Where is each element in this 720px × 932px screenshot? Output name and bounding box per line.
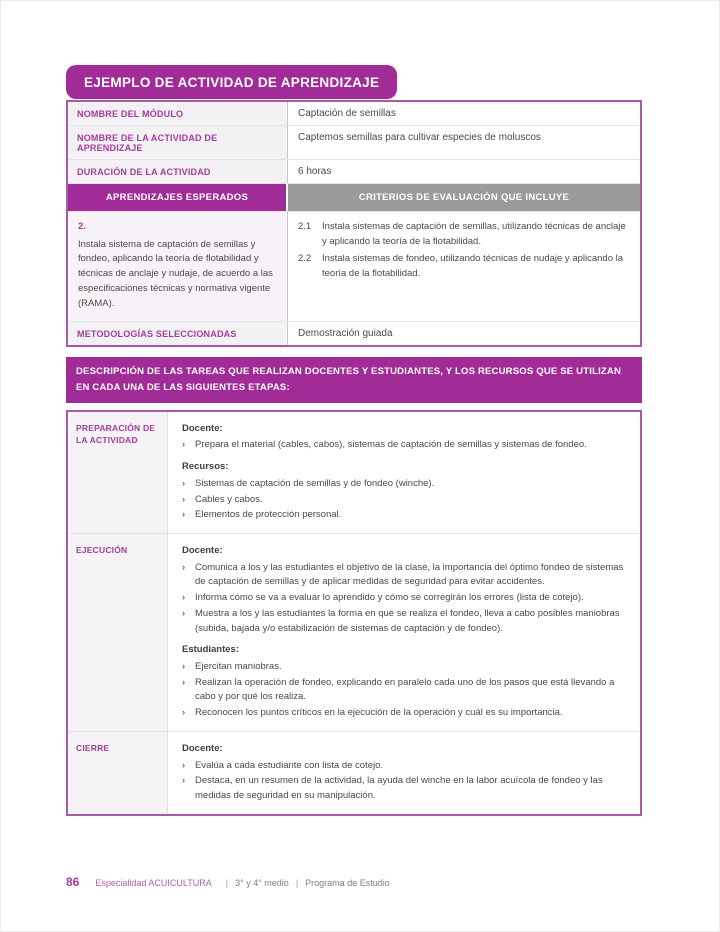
- list-item: [182, 759, 626, 774]
- module-name-value: Captación de semillas: [298, 108, 396, 119]
- group-heading: Docente:: [182, 742, 223, 754]
- list-item: [182, 561, 626, 590]
- chevron-bullet-icon: ›: [182, 775, 186, 787]
- table-header-row: [68, 183, 640, 211]
- stage-label: EJECUCIÓN: [68, 534, 168, 731]
- footer-separator: |: [225, 878, 229, 888]
- list-item: [182, 676, 626, 705]
- list-item-text: Muestra a los y las estudiantes la forma en que se realiza el fondeo, lleva a cabo posibles maniobras (subida, bajada y/o estabilización de sistemas de captación y de fondeo).: [195, 607, 620, 634]
- list-item: [182, 477, 626, 492]
- list-item: [182, 591, 626, 606]
- stage-content: [168, 534, 640, 731]
- criterion-item: [298, 220, 630, 249]
- chevron-bullet-icon: ›: [182, 561, 186, 573]
- list-item: [182, 706, 626, 721]
- criterion-number: 2.1: [298, 221, 312, 232]
- activity-name-label: NOMBRE DE LA ACTIVIDAD DE APRENDIZAJE: [68, 126, 288, 159]
- footer-grade: 3° y 4° medio: [235, 878, 289, 888]
- module-name-label: NOMBRE DEL MÓDULO: [68, 102, 288, 125]
- list-item-text: Comunica a los y las estudiantes el objetivo de la clase, la importancia del óptimo fondeo de sistemas de captación de semillas y de aplicar medidas de seguridad para evitar accidentes.: [195, 561, 624, 588]
- criterion-item: [298, 252, 630, 281]
- chevron-bullet-icon: ›: [182, 439, 186, 451]
- table-row: [68, 211, 640, 321]
- expected-learning-text: Instala sistema de captación de semillas y fondeo, aplicando la teoría de flotabilidad y técnicas de anclaje y nudaje, de acuerdo a las especificaciones técnicas y normativa vigente (RAMA).: [78, 238, 273, 309]
- list-item-text: Informa cómo se va a evaluar lo aprendido y cómo se corregirán los errores (lista de cotejo).: [195, 592, 584, 604]
- list-item-text: Destaca, en un resumen de la actividad, la ayuda del winche en la labor acuícola de fondeo y las medidas de seguridad en su manipulación.: [195, 775, 603, 802]
- table-row: [68, 321, 640, 345]
- list-item: [182, 660, 626, 675]
- stage-label: CIERRE: [68, 732, 168, 814]
- table-row: [68, 125, 640, 159]
- duration-value: 6 horas: [298, 166, 332, 177]
- chevron-bullet-icon: ›: [182, 661, 186, 673]
- list-item-text: Ejercitan maniobras.: [195, 661, 282, 673]
- stage-label: PREPARACIÓN DE LA ACTIVIDAD: [68, 412, 168, 533]
- table-row: [68, 159, 640, 183]
- footer-specialty: Especialidad ACUICULTURA: [95, 878, 212, 888]
- evaluation-criteria-header: CRITERIOS DE EVALUACIÓN QUE INCLUYE: [288, 184, 640, 211]
- list-item: [182, 607, 626, 636]
- group-heading: Docente:: [182, 545, 223, 556]
- expected-learning-header: APRENDIZAJES ESPERADOS: [68, 184, 288, 211]
- stage-content: [168, 732, 640, 814]
- evaluation-criteria-cell: [288, 212, 640, 321]
- list-item-text: Elementos de protección personal.: [195, 509, 342, 521]
- list-item: [182, 774, 626, 803]
- list-item: [182, 438, 626, 453]
- criterion-number: 2.2: [298, 253, 312, 265]
- chevron-bullet-icon: ›: [182, 759, 186, 771]
- expected-learning-number: 2.: [78, 221, 86, 232]
- page-title: EJEMPLO DE ACTIVIDAD DE APRENDIZAJE: [66, 65, 397, 99]
- list-item: [182, 508, 626, 523]
- methodologies-label: METODOLOGÍAS SELECCIONADAS: [68, 322, 288, 345]
- footer-program: Programa de Estudio: [305, 878, 390, 888]
- table-row: [68, 102, 640, 125]
- list-item-text: Reconocen los puntos críticos en la ejecución de la operación y cuál es su importancia.: [195, 707, 563, 719]
- page-number: 86: [66, 875, 80, 889]
- criterion-text: Instala sistemas de captación de semillas, utilizando técnicas de anclaje y aplicando la teoría de la flotabilidad.: [322, 221, 626, 247]
- group-heading: Docente:: [182, 422, 223, 434]
- chevron-bullet-icon: ›: [182, 509, 186, 521]
- expected-learning-cell: [68, 212, 288, 321]
- description-banner: DESCRIPCIÓN DE LAS TAREAS QUE REALIZAN DOCENTES Y ESTUDIANTES, Y LOS RECURSOS QUE SE UTILIZAN EN CADA UNA DE LAS SIGUIENTES ETAPAS:: [66, 357, 642, 402]
- chevron-bullet-icon: ›: [182, 477, 186, 489]
- list-item-text: Sistemas de captación de semillas y de fondeo (winche).: [195, 477, 435, 489]
- duration-label: DURACIÓN DE LA ACTIVIDAD: [68, 160, 288, 183]
- chevron-bullet-icon: ›: [182, 607, 186, 619]
- activity-name-value: Captemos semillas para cultivar especies de moluscos: [298, 132, 541, 143]
- group-heading: Recursos:: [182, 461, 229, 473]
- stage-content: [168, 412, 640, 533]
- group-heading: Estudiantes:: [182, 644, 240, 656]
- page-content: [66, 65, 642, 816]
- list-item-text: Prepara el material (cables, cabos), sistemas de captación de semillas y sistemas de fondeo.: [195, 439, 587, 451]
- footer-separator: |: [295, 878, 299, 888]
- stage-row-preparacion: [68, 412, 640, 533]
- page-footer: [66, 875, 390, 889]
- list-item-text: Realizan la operación de fondeo, explicando en paralelo cada uno de los pasos que está llevando a cabo y por qué los realiza.: [195, 676, 615, 703]
- stage-row-ejecucion: [68, 533, 640, 731]
- stages-table: [66, 410, 642, 816]
- chevron-bullet-icon: ›: [182, 707, 186, 719]
- methodologies-value: Demostración guiada: [298, 328, 393, 340]
- list-item-text: Evalúa a cada estudiante con lista de cotejo.: [195, 759, 384, 771]
- chevron-bullet-icon: ›: [182, 493, 186, 505]
- list-item-text: Cables y cabos.: [195, 493, 263, 505]
- list-item: [182, 493, 626, 508]
- stage-row-cierre: [68, 731, 640, 814]
- chevron-bullet-icon: ›: [182, 676, 186, 688]
- chevron-bullet-icon: ›: [182, 592, 186, 604]
- activity-info-table: [66, 100, 642, 347]
- criterion-text: Instala sistemas de fondeo, utilizando técnicas de nudaje y aplicando la teoría de la flotabilidad.: [322, 253, 624, 280]
